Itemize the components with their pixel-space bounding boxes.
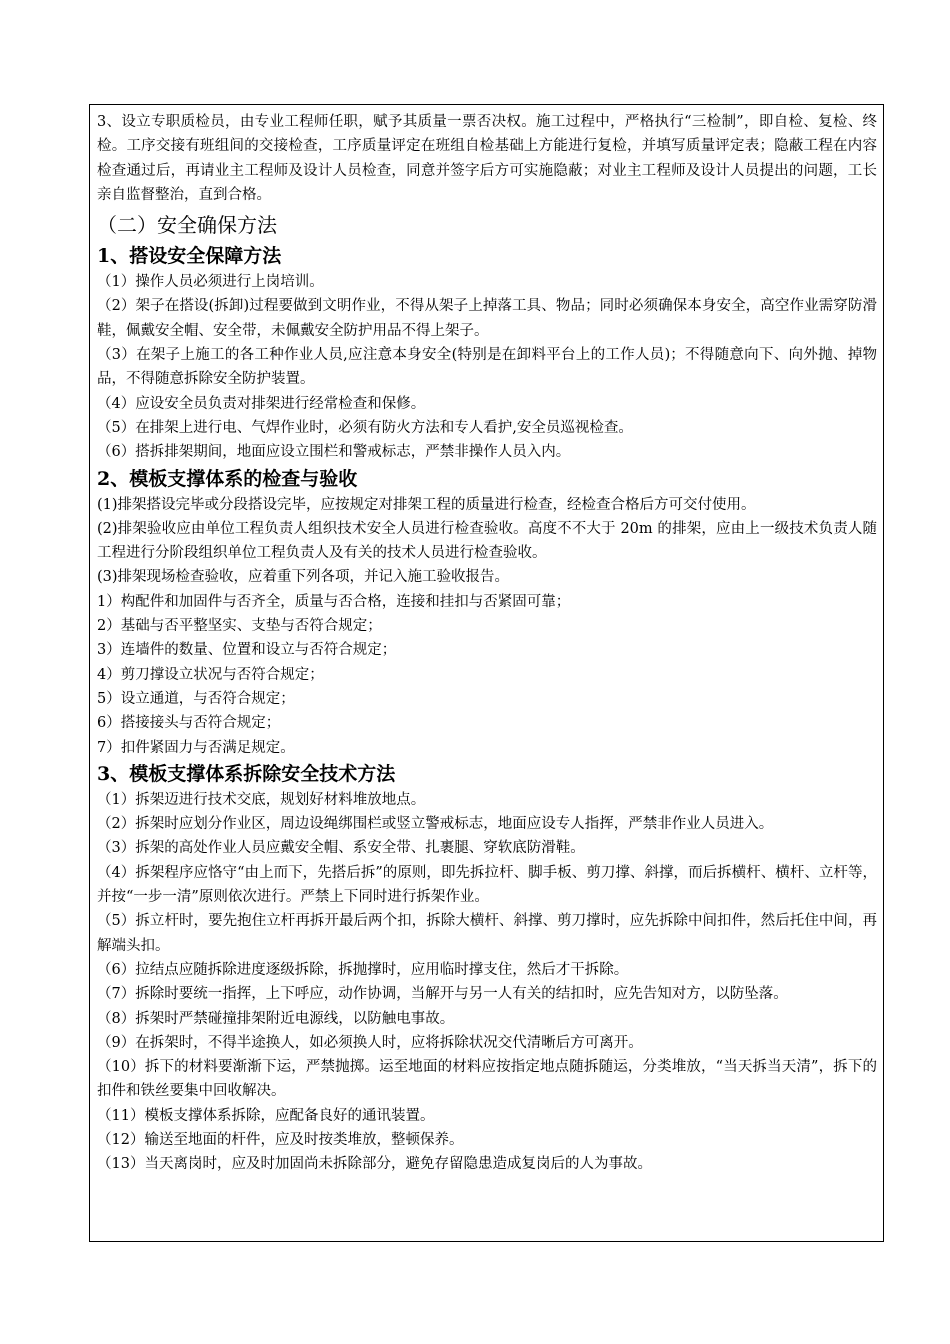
- content-frame: [89, 104, 884, 1242]
- sub1-item: （1）操作人员必须进行上岗培训。: [97, 274, 324, 291]
- sub2-item: 7）扣件紧固力与否满足规定。: [97, 739, 295, 756]
- intro-paragraph: 3、设立专职质检员，由专业工程师任职，赋予其质量一票否决权。施工过程中，严格执行“三检制”，即自检、复检、终检。工序交接有班组间的交接检查，工序质量评定在班组自检基础上方能进行复检，并填写质量评定表；隐蔽工程在内容检查通过后，再请业主工程师及设计人员检查，同意并签字后方可实施隐蔽；对业主工程师及设计人员提出的问题，工长亲自监督整治，直到合格。: [97, 114, 877, 203]
- sub1-title: 1、搭设安全保障方法: [97, 245, 282, 268]
- sub2-item: 4）剪刀撑设立状况与否符合规定；: [97, 666, 324, 683]
- section-inspection: [97, 466, 877, 760]
- sub3-item: （2）拆架时应划分作业区，周边设绳绑围栏或竖立警戒标志，地面应设专人指挥，严禁非作业人员进入。: [97, 816, 774, 833]
- sub1-item: （3）在架子上施工的各工种作业人员,应注意本身安全(特别是在卸料平台上的工作人员)；不得随意向下、向外抛、掉物品，不得随意拆除安全防护装置。: [97, 347, 877, 388]
- section-safety-setup: [97, 243, 877, 464]
- sub3-item: （9）在拆架时，不得半途换人，如必须换人时，应将拆除状况交代清晰后方可离开。: [97, 1034, 643, 1051]
- sub1-item: （2）架子在搭设(拆卸)过程要做到文明作业，不得从架子上掉落工具、物品；同时必须确保本身安全，高空作业需穿防滑鞋，佩戴安全帽、安全带，未佩戴安全防护用品不得上架子。: [97, 298, 877, 339]
- section-dismantling: [97, 761, 877, 1177]
- sub2-title: 2、模板支撑体系的检查与验收: [97, 467, 358, 490]
- section-title: （二）安全确保方法: [97, 213, 277, 238]
- sub3-item: （5）拆立杆时，要先抱住立杆再拆开最后两个扣，拆除大横杆、斜撑、剪刀撑时，应先拆除中间扣件，然后托住中间，再解端头扣。: [97, 913, 877, 954]
- sub2-item: 3）连墙件的数量、位置和设立与否符合规定；: [97, 642, 397, 659]
- sub3-item: （1）拆架迈进行技术交底，规划好材料堆放地点。: [97, 791, 426, 808]
- sub2-item: 5）设立通道，与否符合规定；: [97, 690, 295, 707]
- sub3-item: （13）当天离岗时，应及时加固尚未拆除部分，避免存留隐患造成复岗后的人为事故。: [97, 1156, 652, 1173]
- sub2-item: (1)排架搭设完毕或分段搭设完毕，应按规定对排架工程的质量进行检查，经检查合格后方可交付使用。: [97, 496, 756, 513]
- sub3-item: （7）拆除时要统一指挥，上下呼应，动作协调，当解开与另一人有关的结扣时，应先告知对方，以防坠落。: [97, 986, 788, 1003]
- sub3-item: （4）拆架程序应恪守“由上而下，先搭后拆”的原则，即先拆拉杆、脚手板、剪刀撑、斜撑，而后拆横杆、横杆、立杆等，并按“一步一清”原则依次进行。严禁上下同时进行拆架作业。: [97, 864, 877, 906]
- sub2-item: 2）基础与否平整坚实、支垫与否符合规定；: [97, 618, 382, 635]
- sub3-item: （6）拉结点应随拆除进度逐级拆除，拆抛撑时，应用临时撑支住，然后才干拆除。: [97, 961, 629, 978]
- sub3-title: 3、模板支撑体系拆除安全技术方法: [97, 762, 396, 785]
- sub3-item: （3）拆架的高处作业人员应戴安全帽、系安全带、扎裹腿、穿软底防滑鞋。: [97, 840, 585, 857]
- sub2-item: 1）构配件和加固件与否齐全，质量与否合格，连接和挂扣与否紧固可靠；: [97, 593, 571, 610]
- sub2-item: (2)排架验收应由单位工程负责人组织技术安全人员进行检查验收。高度不不大于 20m 的排架，应由上一级技术负责人随工程进行分阶段组织单位工程负责人及有关的技术人员进行检查验收。: [97, 520, 877, 562]
- sub3-item: （8）拆架时严禁碰撞排架附近电源线，以防触电事故。: [97, 1010, 455, 1027]
- sub2-item: 6）搭接接头与否符合规定；: [97, 715, 281, 732]
- sub1-item: （5）在排架上进行电、气焊作业时，必须有防火方法和专人看护,安全员巡视检查。: [97, 419, 633, 436]
- sub1-item: （4）应设安全员负责对排架进行经常检查和保修。: [97, 395, 426, 412]
- sub3-item: （12）输送至地面的杆件，应及时按类堆放，整顿保养。: [97, 1131, 464, 1148]
- sub3-item: （11）模板支撑体系拆除，应配备良好的通讯装置。: [97, 1107, 435, 1124]
- sub1-item: （6）搭拆排架期间，地面应设立围栏和警戒标志，严禁非操作人员入内。: [97, 444, 571, 461]
- sub3-item: （10）拆下的材料要渐渐下运，严禁抛掷。运至地面的材料应按指定地点随拆随运，分类堆放，“当天拆当天清”，拆下的扣件和铁丝要集中回收解决。: [97, 1059, 877, 1100]
- sub2-item: (3)排架现场检查验收，应着重下列各项，并记入施工验收报告。: [97, 569, 510, 586]
